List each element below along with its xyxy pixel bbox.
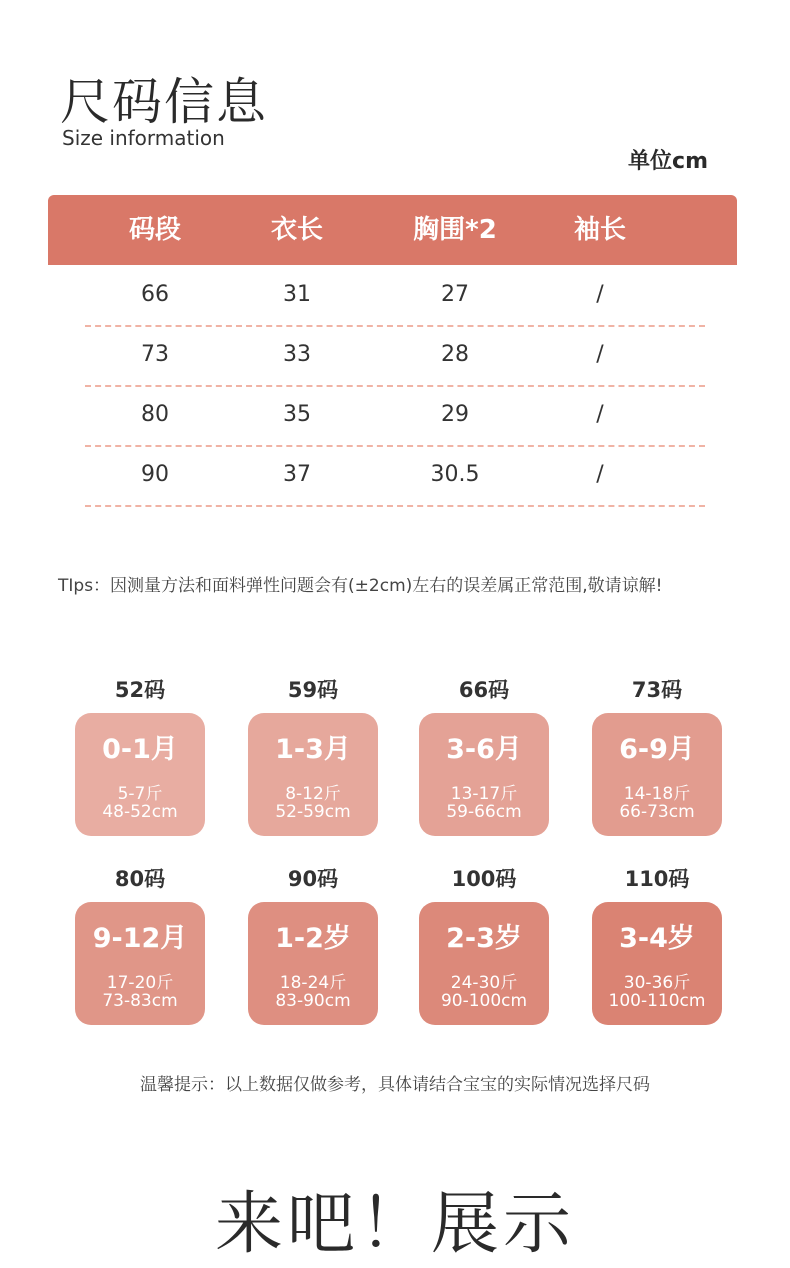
cell-sleeve: / <box>596 402 604 427</box>
size-code-label: 66码 <box>458 678 510 702</box>
header-sleeve: 袖长 <box>573 215 627 245</box>
cell-length: 31 <box>283 282 311 307</box>
header-size-range: 码段 <box>128 215 182 245</box>
size-card <box>592 902 722 1025</box>
page-title: 尺码信息 <box>60 73 268 131</box>
card-weight: 24-30斤 <box>450 973 518 993</box>
cell-length: 33 <box>283 342 311 367</box>
card-age: 1-2岁 <box>275 923 351 954</box>
card-weight: 14-18斤 <box>623 784 691 804</box>
size-card <box>419 902 549 1025</box>
cell-length: 35 <box>283 402 311 427</box>
card-height: 90-100cm <box>440 991 528 1011</box>
card-age: 2-3岁 <box>446 923 522 954</box>
size-code-label: 110码 <box>624 867 690 891</box>
card-height: 52-59cm <box>275 802 351 822</box>
table-header <box>48 195 737 265</box>
card-age: 9-12月 <box>92 923 188 954</box>
card-age: 1-3月 <box>275 734 351 765</box>
size-code-label: 90码 <box>287 867 339 891</box>
table-row <box>85 385 705 447</box>
size-code-label: 59码 <box>287 678 339 702</box>
table-row <box>85 265 705 327</box>
cell-length: 37 <box>283 462 311 487</box>
reminder-text: 温馨提示：以上数据仅做参考，具体请结合宝宝的实际情况选择尺码 <box>140 1075 650 1095</box>
cell-sleeve: / <box>596 462 604 487</box>
size-card <box>248 902 378 1025</box>
card-weight: 5-7斤 <box>117 784 163 804</box>
card-weight: 8-12斤 <box>285 784 341 804</box>
header-chest: 胸围*2 <box>413 215 497 245</box>
cell-size: 90 <box>141 462 169 487</box>
unit-label: 单位cm <box>628 149 708 174</box>
cell-sleeve: / <box>596 342 604 367</box>
size-card <box>248 713 378 836</box>
size-card <box>75 713 205 836</box>
cell-size: 80 <box>141 402 169 427</box>
cell-chest: 29 <box>441 402 469 427</box>
card-height: 48-52cm <box>102 802 178 822</box>
page-subtitle: Size information <box>62 126 225 150</box>
card-height: 100-110cm <box>608 991 706 1011</box>
size-code-label: 80码 <box>114 867 166 891</box>
card-age: 3-4岁 <box>619 923 695 954</box>
card-weight: 18-24斤 <box>279 973 347 993</box>
size-code-label: 100码 <box>451 867 517 891</box>
card-height: 73-83cm <box>102 991 178 1011</box>
card-age: 0-1月 <box>102 734 178 765</box>
cell-chest: 28 <box>441 342 469 367</box>
size-code-label: 52码 <box>114 678 166 702</box>
card-age: 3-6月 <box>446 734 522 765</box>
card-height: 59-66cm <box>446 802 522 822</box>
table-row <box>85 445 705 507</box>
tips-text: TIps：因测量方法和面料弹性问题会有(±2cm)左右的误差属正常范围,敬请谅解! <box>58 576 663 596</box>
card-weight: 13-17斤 <box>450 784 518 804</box>
card-age: 6-9月 <box>619 734 695 765</box>
section-title: 来吧！展示 <box>214 1185 575 1264</box>
card-weight: 30-36斤 <box>623 973 691 993</box>
cell-size: 73 <box>141 342 169 367</box>
cell-chest: 27 <box>441 282 469 307</box>
card-weight: 17-20斤 <box>106 973 174 993</box>
cell-size: 66 <box>141 282 169 307</box>
size-code-label: 73码 <box>631 678 683 702</box>
table-row <box>85 325 705 387</box>
size-card <box>75 902 205 1025</box>
size-card <box>592 713 722 836</box>
cell-chest: 30.5 <box>430 462 480 487</box>
header-length: 衣长 <box>270 215 324 245</box>
card-height: 66-73cm <box>619 802 695 822</box>
cell-sleeve: / <box>596 282 604 307</box>
size-card <box>419 713 549 836</box>
card-height: 83-90cm <box>275 991 351 1011</box>
